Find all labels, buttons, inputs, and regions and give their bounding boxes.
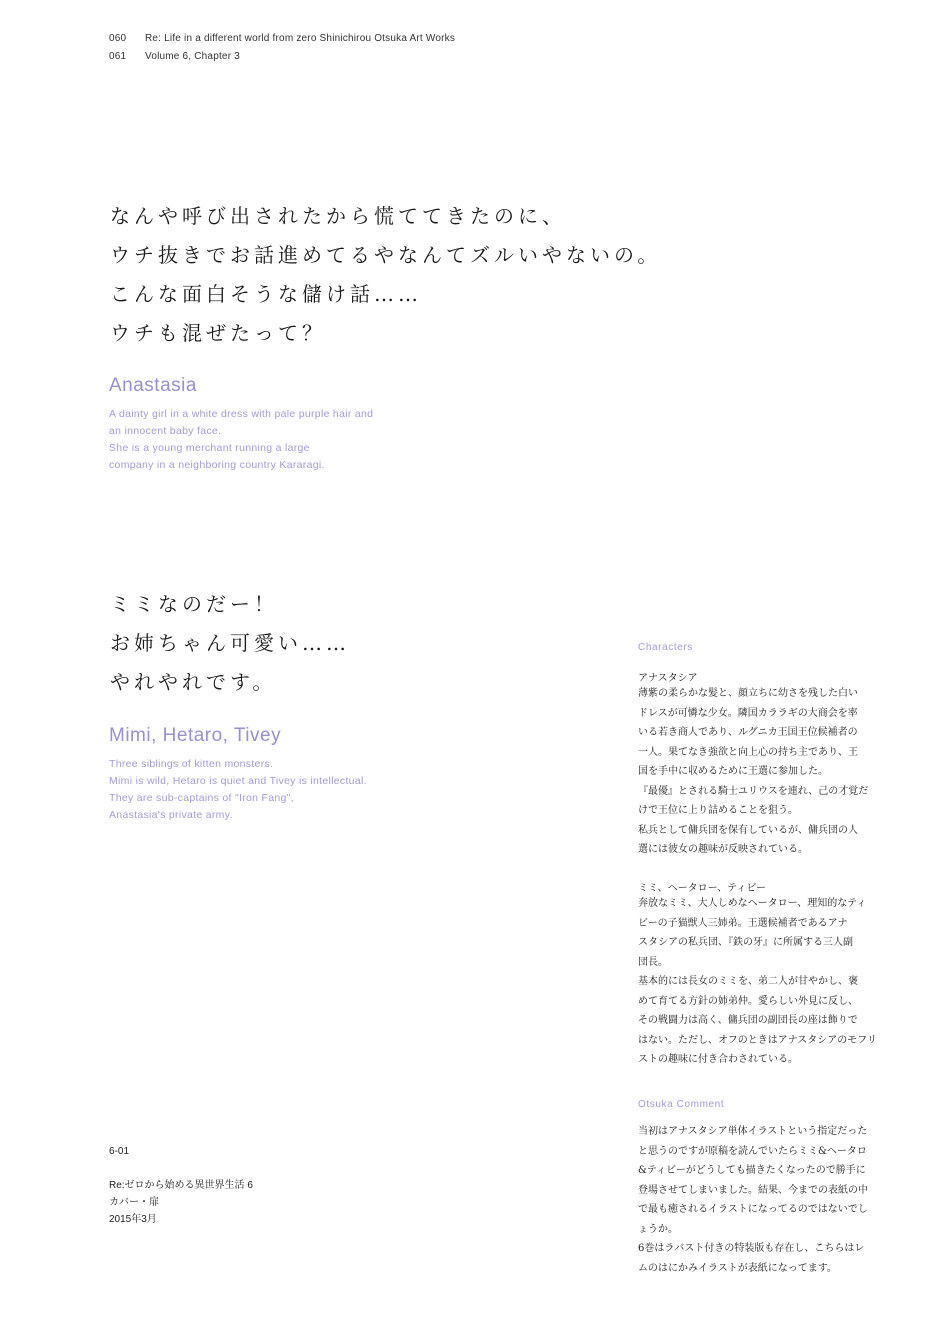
comment-line: 当初はアナスタシア単体イラストという指定だった <box>638 1126 868 1137</box>
profile-line: めて育てる方針の姉弟仲。愛らしい外見に反し、 <box>638 995 858 1007</box>
comment-line: で最も癒されるイラストになってるのではないでし <box>638 1204 868 1215</box>
illustration-code: 6-01 <box>109 1146 130 1157</box>
profile-line: 私兵として傭兵団を保有しているが、傭兵団の人 <box>638 824 858 836</box>
quote-line: ミミなのだー！ <box>110 592 278 616</box>
comment-line: 登場させてしまいました。結果、今までの表紙の中 <box>638 1184 868 1196</box>
anastasia-quote <box>110 197 661 353</box>
mimi-jp-profile <box>638 894 878 1070</box>
anastasia-name: Anastasia <box>109 375 197 396</box>
profile-line: 国を手中に収めるために王選に参加した。 <box>638 766 828 777</box>
meta-book: Re:ゼロから始める異世界生活 6 <box>109 1180 253 1191</box>
profile-line: ストの趣味に付き合わされている。 <box>638 1054 798 1065</box>
quote-line: ウチ抜きでお話進めてるやなんてズルいやないの。 <box>110 243 662 267</box>
anastasia-jp-title: アナスタシア <box>638 673 698 684</box>
desc-line: Three siblings of kitten monsters. <box>109 758 274 770</box>
comment-line: &ティビーがどうしても描きたくなったので勝手に <box>638 1165 866 1176</box>
profile-line: その戦闘力は高く、傭兵団の副団長の座は飾りで <box>638 1015 858 1026</box>
page-number-right: 061 <box>109 51 127 62</box>
mimi-jp-title: ミミ、ヘータロー、ティビー <box>638 883 766 894</box>
desc-line: A dainty girl in a white dress with pale purple hair and <box>109 408 374 420</box>
profile-line: いる若き商人であり、ルグニカ王国王位候補者の <box>638 727 858 738</box>
profile-line: ドレスが可憐な少女。隣国カララギの大商会を率 <box>638 707 858 719</box>
desc-line: She is a young merchant running a large <box>109 442 310 454</box>
running-header <box>109 33 455 62</box>
header-line-2 <box>109 51 455 62</box>
quote-line: こんな面白そうな儲け話…… <box>110 282 422 306</box>
desc-line: They are sub-captains of "Iron Fang", <box>109 792 294 804</box>
comment-line: と思うのですが原稿を読んでいたらミミ&ヘータロ <box>638 1145 867 1157</box>
profile-line: 奔放なミミ、大人しめなヘータロー、理知的なティ <box>638 898 867 909</box>
profile-line: スタシアの私兵団、『鉄の牙』に所属する三人副 <box>638 937 853 948</box>
quote-line: なんや呼び出されたから慌ててきたのに、 <box>110 204 566 228</box>
quote-line: ウチも混ぜたって？ <box>110 321 326 345</box>
anastasia-description <box>109 406 373 474</box>
comment-line: ょうか。 <box>638 1223 678 1235</box>
mimi-name: Mimi, Hetaro, Tivey <box>109 725 282 746</box>
profile-line: 薄紫の柔らかな髪と、顔立ちに幼さを残した白い <box>638 688 858 699</box>
comment-label: Otsuka Comment <box>638 1099 725 1110</box>
otsuka-comment <box>638 1122 878 1278</box>
profile-line: 団長。 <box>638 956 668 968</box>
book-title: Re: Life in a different world from zero Shinichirou Otsuka Art Works <box>145 33 456 44</box>
comment-line: ムのはにかみイラストが表紙になってます。 <box>638 1262 837 1274</box>
desc-line: an innocent baby face. <box>109 425 222 437</box>
profile-line: ビーの子猫獣人三姉弟。王選候補者であるアナ <box>638 917 848 929</box>
profile-line: はない。ただし、オフのときはアナスタシアのモフリ <box>638 1034 877 1046</box>
characters-label: Characters <box>638 642 693 653</box>
desc-line: Anastasia's private army. <box>109 809 233 821</box>
profile-line: 選には彼女の趣味が反映されている。 <box>638 844 808 855</box>
desc-line: Mimi is wild, Hetaro is quiet and Tivey is intellectual. <box>109 775 367 787</box>
mimi-description <box>109 756 367 824</box>
illustration-meta <box>109 1177 253 1228</box>
meta-type: カバー・扉 <box>109 1197 159 1208</box>
desc-line: company in a neighboring country Kararagi. <box>109 459 325 471</box>
mimi-quote <box>110 585 350 702</box>
quote-line: お姉ちゃん可愛い…… <box>110 631 350 655</box>
page-number-left: 060 <box>109 33 127 44</box>
profile-line: 『最優』とされる騎士ユリウスを連れ、己の才覚だ <box>638 785 869 797</box>
quote-line: やれやれです。 <box>110 670 277 694</box>
comment-line: 6巻はラバスト付きの特装版も存在し、こちらはレ <box>638 1243 865 1254</box>
header-line-1 <box>109 33 455 44</box>
profile-line: 基本的には長女のミミを、弟二人が甘やかし、褒 <box>638 976 858 987</box>
chapter-title: Volume 6, Chapter 3 <box>145 51 240 62</box>
profile-line: 一人。果てなき強欲と向上心の持ち主であり、王 <box>638 746 858 758</box>
profile-line: けで王位に上り詰めることを狙う。 <box>638 805 798 816</box>
anastasia-jp-profile <box>638 684 878 860</box>
meta-date: 2015年3月 <box>109 1214 157 1225</box>
